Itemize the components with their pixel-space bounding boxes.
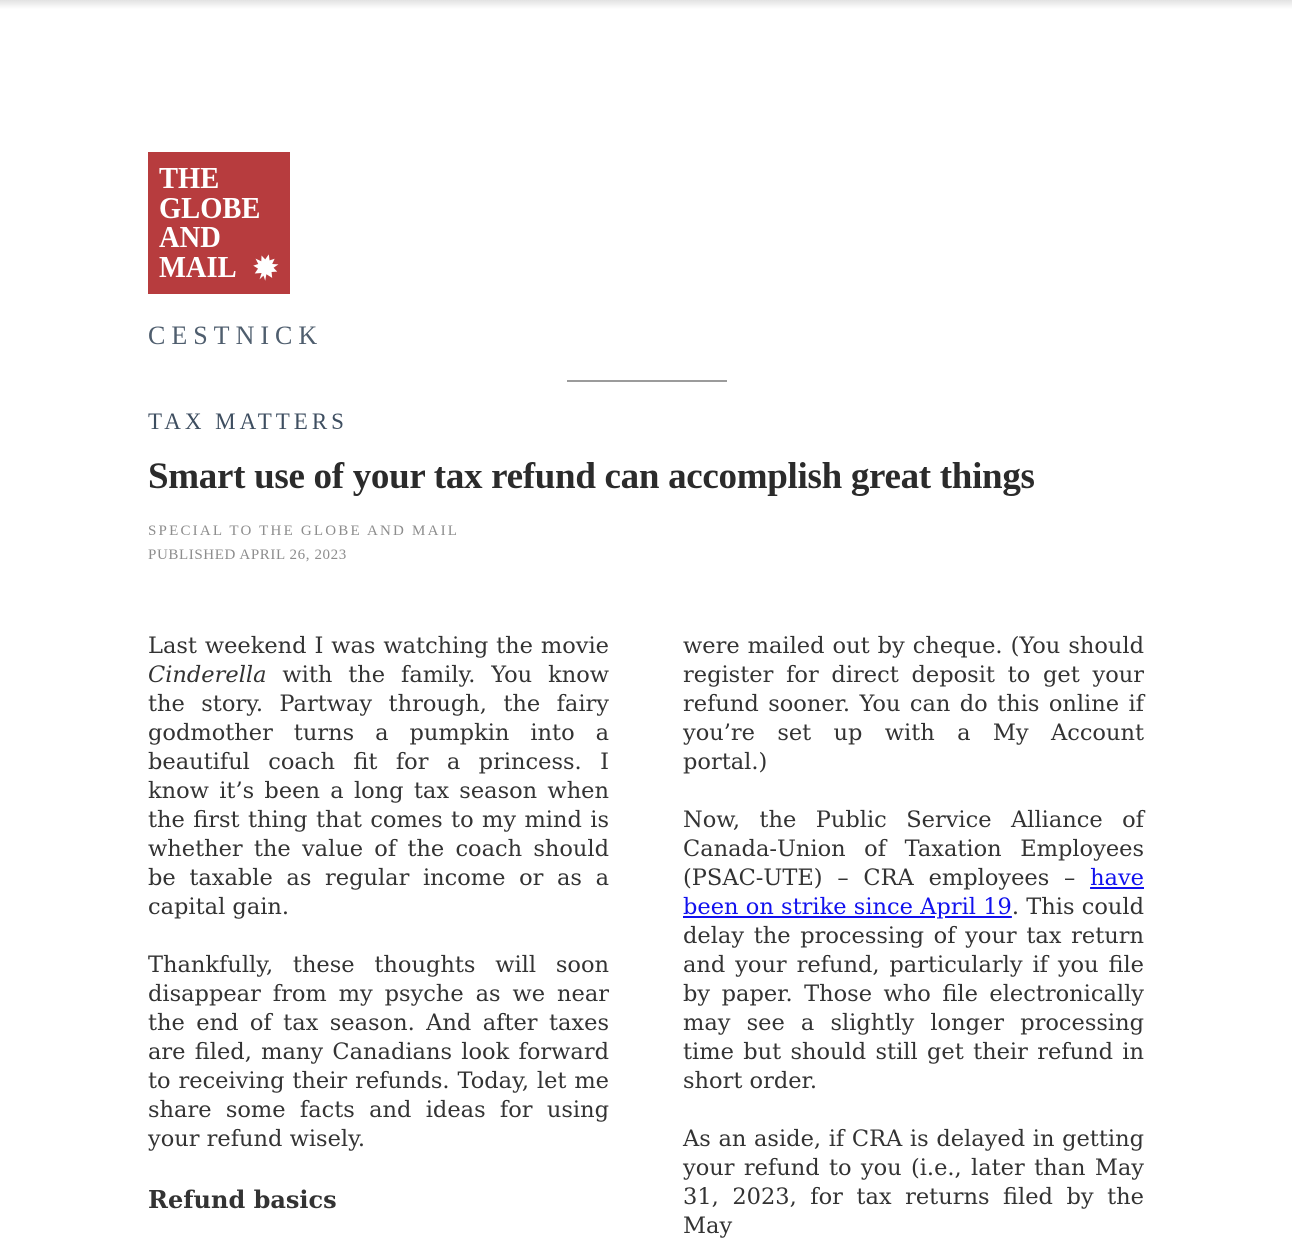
section-label: TAX MATTERS xyxy=(148,409,348,434)
globe-and-mail-logo[interactable] xyxy=(148,152,290,294)
logo-line-4: MAIL xyxy=(159,248,237,284)
paragraph-cra-delay: As an aside, if CRA is delayed in getting your refund to you (i.e., later than May 31, 2023, for tax returns filed by the May xyxy=(683,1125,1144,1239)
p2-text-after: . This could delay the processing of your tax return and your refund, particularly if you file by paper. Those who file electronically may see a slightly longer processing time but should still get their refund in short order. xyxy=(683,893,1144,1094)
page-top-shadow xyxy=(0,0,1292,9)
article-page xyxy=(148,152,1146,1241)
byline-divider xyxy=(567,380,727,382)
p2-text-before: Now, the Public Service Alliance of Canada-Union of Taxation Employees (PSAC-UTE) – CRA employees – xyxy=(683,806,1144,891)
paragraph-cheque: were mailed out by cheque. (You should register for direct deposit to get your refund sooner. You can do this online if you’re set up with a My Account portal.) xyxy=(683,632,1144,775)
article-title: Smart use of your tax refund can accomplish great things xyxy=(148,456,1035,497)
logo-line-1: THE xyxy=(159,160,220,195)
article-credit: SPECIAL TO THE GLOBE AND MAIL xyxy=(148,522,460,539)
logo-line-3: AND xyxy=(159,219,221,254)
refund-basics-heading: Refund basics xyxy=(148,1184,337,1214)
paragraph-thankfully: Thankfully, these thoughts will soon disappear from my psyche as we near the end of tax season. And after taxes are filed, many Canadians look forward to receiving their refunds. Today, let me share some facts and ideas for using your refund wisely. xyxy=(148,951,609,1152)
logo-line-2: GLOBE xyxy=(159,189,261,225)
paragraph-psac-strike xyxy=(683,806,1144,1096)
p1-text-after: with the family. You know the story. Partway through, the fairy godmother turns a pumpkin into a beautiful coach fit for a princess. I know it’s been a long tax season when the first thing that comes to my mind is whether the value of the coach should be taxable as regular income or as a capital gain. xyxy=(148,661,609,920)
right-column xyxy=(683,632,1144,1241)
p1-text-before: Last weekend I was watching the movie xyxy=(148,632,609,659)
article-body xyxy=(148,632,1146,1241)
author-name: CESTNICK xyxy=(148,321,324,350)
maple-leaf-icon xyxy=(252,254,279,285)
p1-movie-title: Cinderella xyxy=(148,661,267,688)
strike-news-link[interactable]: have been on strike since April 19 xyxy=(683,864,1144,920)
paragraph-cinderella xyxy=(148,632,609,922)
left-column xyxy=(148,632,609,1241)
article-published-date: PUBLISHED APRIL 26, 2023 xyxy=(148,546,347,563)
